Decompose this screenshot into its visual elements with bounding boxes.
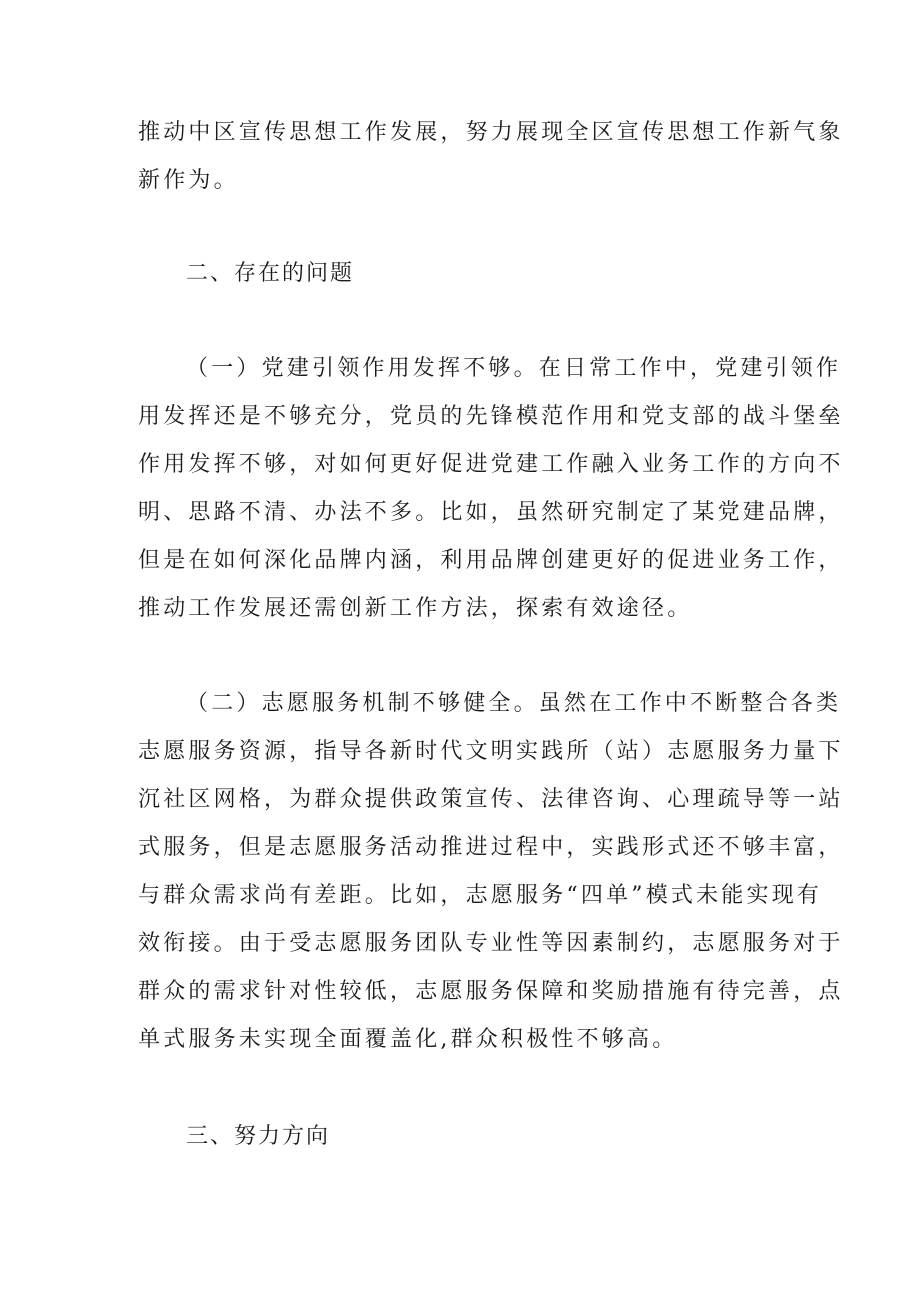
- para2-line-4: 式服务，但是志愿服务活动推进过程中，实践形式还不够丰富，: [138, 835, 844, 860]
- para2-line-2: 志愿服务资源，指导各新时代文明实践所（站）志愿服务力量下: [138, 739, 844, 764]
- section-heading-direction: 三、努力方向: [186, 1124, 331, 1149]
- para1-line-5: 但是在如何深化品牌内涵，利用品牌创建更好的促进业务工作，: [138, 548, 844, 573]
- para1-line-1: （一）党建引领作用发挥不够。在日常工作中，党建引领作: [186, 356, 842, 381]
- para1-line-4: 明、思路不清、办法不多。比如，虽然研究制定了某党建品牌，: [138, 500, 844, 525]
- section-heading-problems: 二、存在的问题: [186, 261, 355, 286]
- para2-line-6: 效衔接。由于受志愿服务团队专业性等因素制约，志愿服务对于: [138, 931, 844, 956]
- para2-line-7: 群众的需求针对性较低，志愿服务保障和奖励措施有待完善，点: [138, 979, 844, 1004]
- para2-line-5: 与群众需求尚有差距。比如，志愿服务“四单”模式未能实现有: [138, 883, 823, 908]
- para2-line-8: 单式服务未实现全面覆盖化,群众积极性不够高。: [138, 1027, 678, 1052]
- intro-line-1: 推动中区宣传思想工作发展，努力展现全区宣传思想工作新气象: [138, 120, 844, 145]
- para1-line-6: 推动工作发展还需创新工作方法，探索有效途径。: [138, 596, 693, 621]
- para1-line-3: 作用发挥不够，对如何更好促进党建工作融入业务工作的方向不: [138, 452, 844, 477]
- para2-line-1: （二）志愿服务机制不够健全。虽然在工作中不断整合各类: [186, 691, 842, 716]
- para1-line-2: 用发挥还是不够充分，党员的先锋模范作用和党支部的战斗堡垒: [138, 404, 844, 429]
- intro-line-2: 新作为。: [138, 168, 239, 193]
- para2-line-3: 沉社区网格，为群众提供政策宣传、法律咨询、心理疏导等一站: [138, 787, 844, 812]
